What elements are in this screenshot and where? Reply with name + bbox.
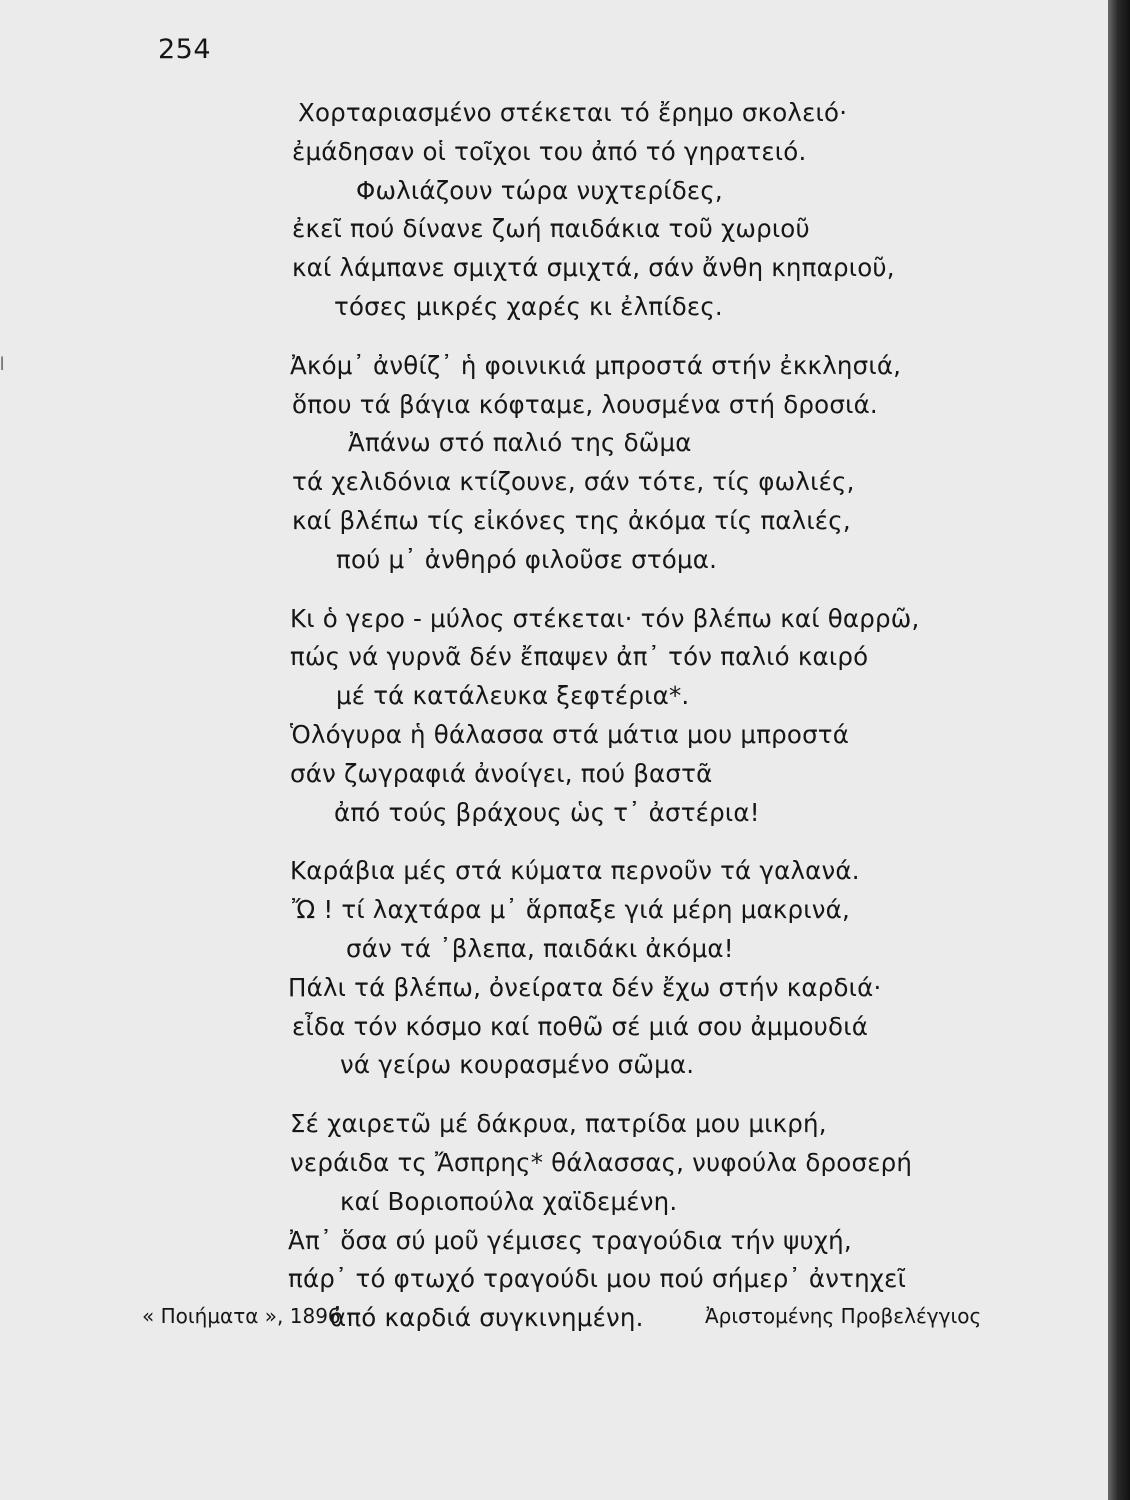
poem-line: νεράιδα τς Ἄσπρης* θάλασσας, νυφούλα δροσερή bbox=[290, 1147, 913, 1177]
poem-line: Ἀπ᾽ ὅσα σύ μοῦ γέμισες τραγούδια τήν ψυχή, bbox=[288, 1225, 852, 1255]
poem-line: Ὤ ! τί λαχτάρα μ᾽ ἅρπαξε γιά μέρη μακρινά, bbox=[292, 895, 850, 925]
poem-line: Καράβια μές στά κύματα περνοῦν τά γαλανά. bbox=[290, 856, 860, 886]
poem-line: Φωλιάζουν τώρα νυχτερίδες, bbox=[356, 175, 723, 205]
poem-line: καί Βοριοπούλα χαϊδεμένη. bbox=[340, 1186, 678, 1216]
poem-line: ἀπό καρδιά συγκινημένη. bbox=[330, 1303, 644, 1333]
poem-line: Σέ χαιρετῶ μέ δάκρυα, πατρίδα μου μικρή, bbox=[290, 1109, 827, 1139]
poem-line: Πάλι τά βλέπω, ὀνείρατα δέν ἔχω στήν καρδιά· bbox=[288, 972, 882, 1002]
poem-line: εἶδα τόν κόσμο καί ποθῶ σέ μιά σου ἀμμουδιά bbox=[292, 1011, 869, 1041]
poem-line: ἐμάδησαν οἱ τοῖχοι του ἀπό τό γηρατειό. bbox=[292, 136, 807, 166]
poem-line: πού μ᾽ ἀνθηρό φιλοῦσε στόμα. bbox=[336, 544, 718, 574]
stanza-1 bbox=[0, 94, 1108, 327]
poem-line: καί λάμπανε σμιχτά σμιχτά, σάν ἄνθη κηπαριοῦ, bbox=[292, 253, 895, 283]
poem-line: ἐκεῖ πού δίνανε ζωή παιδάκια τοῦ χωριοῦ bbox=[292, 214, 810, 244]
poem-line: Ὁλόγυρα ἡ θάλασσα στά μάτια μου μπροστά bbox=[290, 719, 850, 749]
poem-author: Ἀριστομένης Προβελέγγιος bbox=[705, 1304, 982, 1328]
poem-line: ἀπό τούς βράχους ὡς τ᾽ ἀστέρια! bbox=[334, 797, 760, 827]
stanza-2 bbox=[0, 347, 1108, 580]
poem-line: πώς νά γυρνᾶ δέν ἔπαψεν ἀπ᾽ τόν παλιό καιρό bbox=[290, 642, 869, 672]
poem-line: σάν ζωγραφιά ἀνοίγει, πού βαστᾶ bbox=[290, 758, 713, 788]
poem-source: « Ποιήματα », 1896 bbox=[142, 1304, 341, 1328]
poem-line: τόσες μικρές χαρές κι ἐλπίδες. bbox=[334, 291, 723, 321]
poem-line: ὅπου τά βάγια κόφταμε, λουσμένα στή δροσιά. bbox=[292, 389, 878, 419]
poem-line: νά γείρω κουρασμένο σῶμα. bbox=[340, 1050, 695, 1080]
poem-line: μέ τά κατάλευκα ξεφτέρια*. bbox=[336, 681, 690, 711]
book-spine bbox=[1108, 0, 1130, 1500]
page-number: 254 bbox=[158, 34, 212, 65]
poem-line: σάν τά ᾽βλεπα, παιδάκι ἀκόμα! bbox=[346, 933, 734, 963]
poem-line: πάρ᾽ τό φτωχό τραγούδι μου πού σήμερ᾽ ἀντηχεῖ bbox=[288, 1264, 907, 1294]
poem-line: καί βλέπω τίς εἰκόνες της ἀκόμα τίς παλιές, bbox=[292, 505, 851, 535]
poem-line: τά χελιδόνια κτίζουνε, σάν τότε, τίς φωλιές, bbox=[292, 467, 855, 497]
stanza-4 bbox=[0, 852, 1108, 1085]
poem-line: Ἀπάνω στό παλιό της δῶμα bbox=[348, 428, 692, 458]
poem-line: Κι ὁ γερο - μύλος στέκεται· τόν βλέπω καί θαρρῶ, bbox=[290, 603, 920, 633]
margin-mark: ǀ bbox=[0, 355, 5, 371]
stanza-3 bbox=[0, 600, 1108, 833]
poem-line: Χορταριασμένο στέκεται τό ἔρημο σκολειό· bbox=[298, 98, 848, 127]
poem bbox=[0, 94, 1108, 1358]
poem-line: Ἀκόμ᾽ ἀνθίζ᾽ ἡ φοινικιά μπροστά στήν ἐκκλησιά, bbox=[290, 350, 902, 380]
